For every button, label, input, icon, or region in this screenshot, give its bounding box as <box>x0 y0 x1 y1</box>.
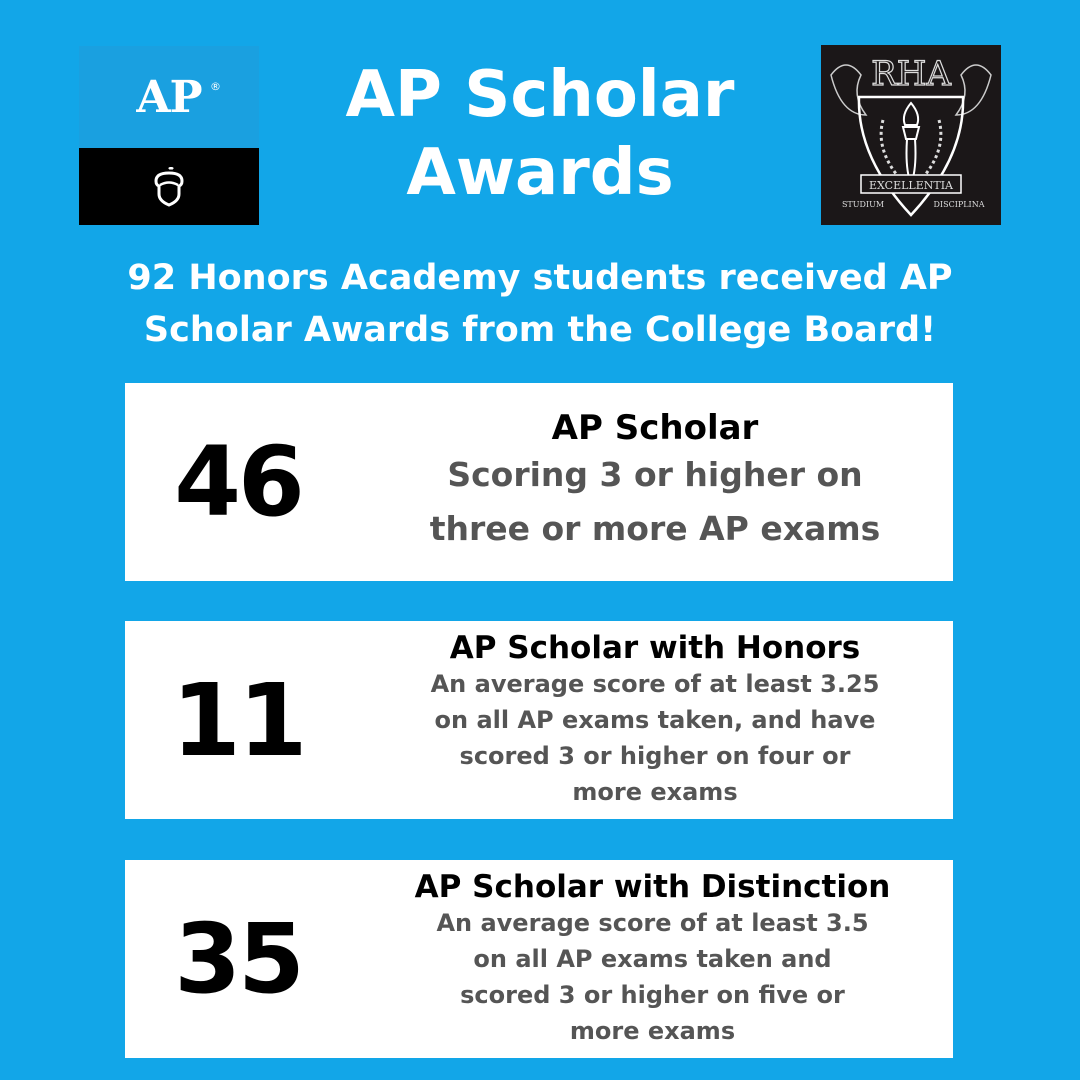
rha-crest-logo <box>821 45 1001 225</box>
award-name: AP Scholar <box>551 408 759 448</box>
subtitle-line-2: Scholar Awards from the College Board! <box>143 310 937 350</box>
subtitle-line-1: 92 Honors Academy students received AP <box>127 258 953 298</box>
award-description-line: on all AP exams taken, and have <box>434 706 876 734</box>
acorn-icon <box>152 167 186 207</box>
page-title: AP Scholar Awards <box>345 58 735 210</box>
ap-logo <box>79 46 259 225</box>
award-description-line: more exams <box>572 778 738 806</box>
award-description-line: An average score of at least 3.5 <box>436 909 869 937</box>
award-card-ap-scholar-with-distinction <box>125 860 953 1058</box>
award-description-line: three or more AP exams <box>429 509 881 548</box>
svg-text:DISCIPLINA: DISCIPLINA <box>933 200 985 209</box>
award-description-line: on all AP exams taken and <box>473 945 832 973</box>
award-description-line: An average score of at least 3.25 <box>430 670 880 698</box>
award-name: AP Scholar with Honors <box>449 630 861 666</box>
award-description-line: scored 3 or higher on five or <box>460 981 845 1009</box>
award-card-ap-scholar <box>125 383 953 581</box>
svg-text:STUDIUM: STUDIUM <box>841 200 885 209</box>
award-card-ap-scholar-with-honors <box>125 621 953 819</box>
award-description-line: Scoring 3 or higher on <box>447 455 863 494</box>
svg-text:RHA: RHA <box>871 54 951 94</box>
registered-mark: ® <box>210 80 221 93</box>
award-count: 46 <box>174 426 302 538</box>
award-description-line: scored 3 or higher on four or <box>459 742 851 770</box>
award-description-line: more exams <box>569 1017 736 1045</box>
ap-logo-text: AP <box>136 71 202 123</box>
award-count: 35 <box>174 903 302 1015</box>
award-count: 11 <box>171 661 305 779</box>
award-name: AP Scholar with Distinction <box>414 869 891 905</box>
svg-text:EXCELLENTIA: EXCELLENTIA <box>868 179 954 192</box>
subtitle <box>20 252 1060 356</box>
